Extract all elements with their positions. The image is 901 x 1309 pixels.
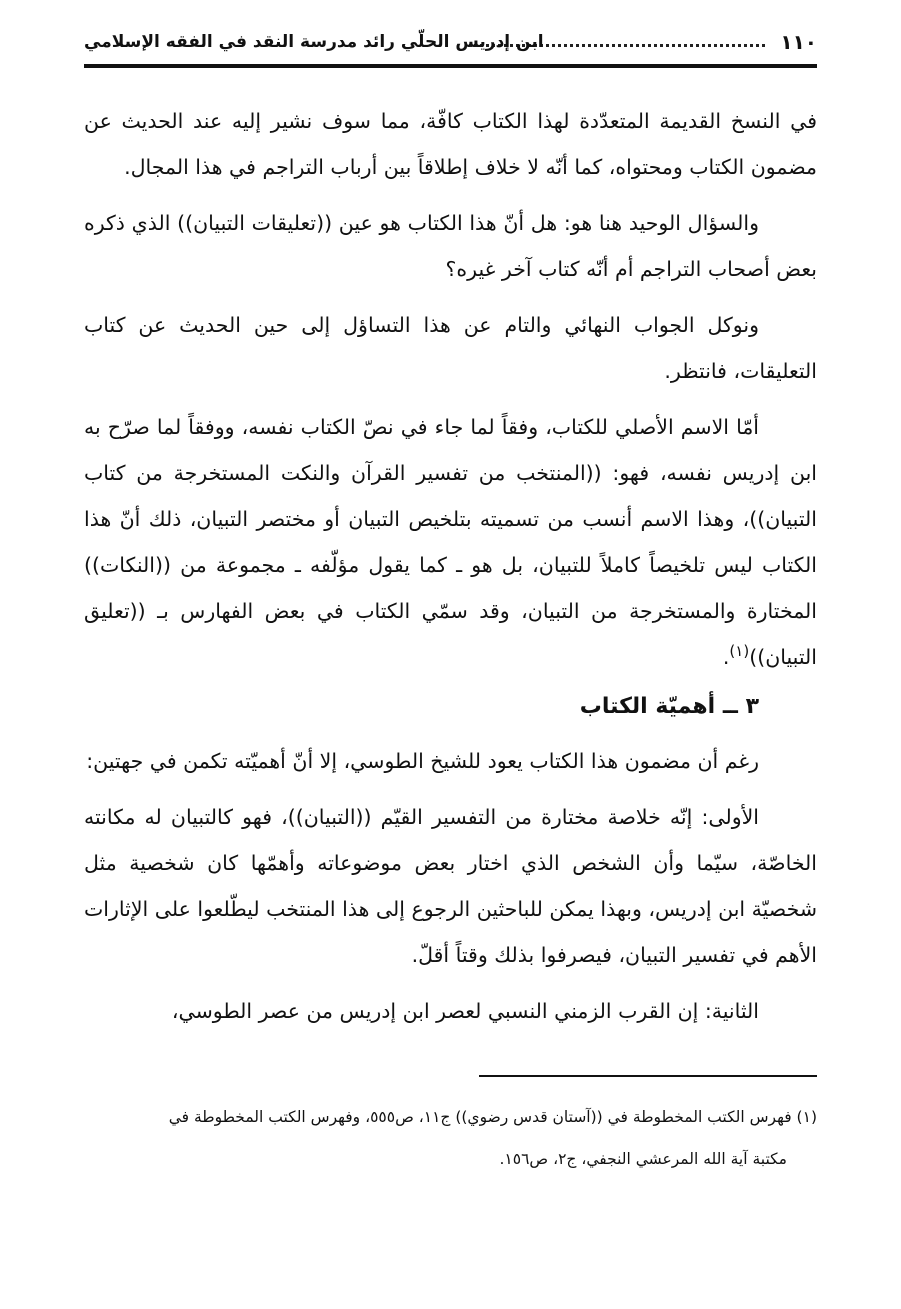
- running-header: [84, 30, 817, 64]
- paragraph-6: الأولى: إنّه خلاصة مختارة من التفسير القيّم ((التبيان))، فهو كالتبيان له مكانته الخاصّة، سيّما وأن الشخص الذي اختار بعض موضوعاته وأهمّها كان شخصية مثل شخصيّة ابن إدريس، وبهذا يمكن للباحثين الرجوع إلى هذا المنتخب ليطّلعوا على الإثارات الأهم في تفسير التبيان، فيصرفوا بذلك وقتاً أقلّ.: [84, 805, 817, 967]
- paragraph-4-text: أمّا الاسم الأصلي للكتاب، وفقاً لما جاء في نصّ الكتاب نفسه، ووفقاً لما صرّح به ابن إدريس نفسه، فهو: ((المنتخب من تفسير القرآن والنكت المستخرجة من كتاب التبيان))، وهذا الاسم أنسب من تسميته بتلخيص التبيان أو مختصر التبيان، ذلك أنّ هذا الكتاب ليس تلخيصاً كاملاً للتبيان، بل هو ـ كما يقول مؤلّفه ـ مجموعة من ((النكات)) المختارة والمستخرجة من التبيان، وقد سمّي الكتاب في بعض الفهارس بـ ((تعليق التبيان)): [84, 415, 817, 669]
- page-number: ١١٠: [780, 30, 817, 54]
- footnote-1-line-1: (١) فهرس الكتب المخطوطة في ((آستان قدس رضوي)) ج١١، ص٥٥٥، وفهرس الكتب المخطوطة في: [168, 1108, 817, 1126]
- paragraph-7: الثانية: إن القرب الزمني النسبي لعصر ابن إدريس من عصر الطوسي،: [171, 999, 759, 1023]
- paragraph-1: في النسخ القديمة المتعدّدة لهذا الكتاب كافّة، مما سوف نشير إليه عند الحديث عن مضمون الكتاب ومحتواه، كما أنّه لا خلاف إطلاقاً بين أرباب التراجم في هذا المجال.: [84, 109, 817, 179]
- footnote-separator: [479, 1075, 817, 1077]
- running-title: ابن إدريس الحلّي رائد مدرسة النقد في الفقه الإسلامي: [84, 32, 544, 52]
- paragraph-4-end: .: [722, 645, 730, 669]
- paragraph-2: والسؤال الوحيد هنا هو: هل أنّ هذا الكتاب هو عين ((تعليقات التبيان)) الذي ذكره بعض أصحاب التراجم أم أنّه كتاب آخر غيره؟: [84, 211, 817, 281]
- footnote-1-line-2: مكتبة آية الله المرعشي النجفي، ج٢، ص١٥٦.: [499, 1150, 787, 1168]
- footnote-reference: (١): [729, 642, 750, 661]
- section-heading: ٣ ــ أهميّة الكتاب: [579, 694, 759, 719]
- paragraph-5: رغم أن مضمون هذا الكتاب يعود للشيخ الطوسي، إلا أنّ أهميّته تكمن في جهتين:: [86, 749, 759, 773]
- paragraph-4: [84, 404, 817, 680]
- main-text: [84, 98, 817, 1044]
- paragraph-3: ونوكل الجواب النهائي والتام عن هذا التساؤل إلى حين الحديث عن كتاب التعليقات، فانتظر.: [84, 313, 817, 383]
- header-rule: [84, 64, 817, 68]
- footnotes: [84, 1096, 817, 1180]
